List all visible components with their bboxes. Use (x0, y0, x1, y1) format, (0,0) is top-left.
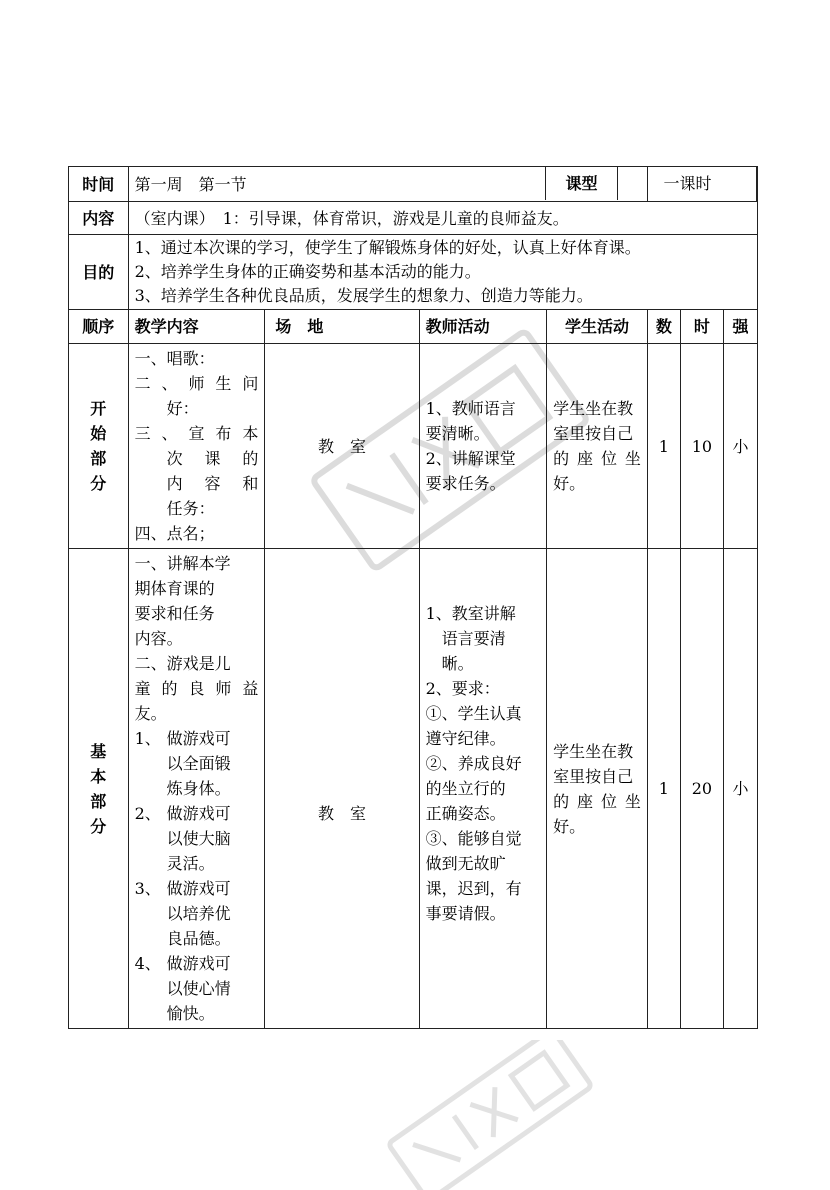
section-basic-count: 1 (647, 549, 680, 1029)
section-start-row (69, 344, 758, 549)
content-list-item: 4、 做游戏可 以使心情 愉快。 (134, 954, 231, 1023)
goal-item: 2、培养学生身体的正确姿势和基本活动的能力。 (134, 262, 481, 281)
content-label: 内容 (69, 202, 129, 235)
col-content: 教学内容 (128, 310, 265, 344)
section-start-count: 1 (647, 344, 680, 549)
section-basic-content: 一、讲解本学 期体育课的 要求和任务 内容。 二、游戏是儿 童的良师益 友。 1、 做游戏可 以全面锻 炼身体。 2、 做游戏可 以使大脑 灵活。 3、 做游戏可 以培养优 良品德。 4、 做游戏可 以使心情 愉快。 (128, 549, 265, 1029)
section-start-time: 10 (680, 344, 723, 549)
section-start-teacher: 1、教师语言 要清晰。 2、讲解课堂 要求任务。 (419, 344, 547, 549)
col-teacher: 教师活动 (419, 310, 547, 344)
time-value: 第一周 第一节 (128, 167, 647, 202)
section-basic-venue: 教 室 (265, 549, 419, 1029)
content-row (69, 202, 758, 235)
section-basic-time: 20 (680, 549, 723, 1029)
col-time: 时 (680, 310, 723, 344)
section-start-label: 开 始 部 分 (69, 344, 129, 549)
section-basic-row (69, 549, 758, 1029)
content-list-item: 2、 做游戏可 以使大脑 灵活。 (134, 804, 231, 873)
lesson-plan-table (68, 166, 758, 1029)
time-label: 时间 (69, 167, 129, 202)
col-count: 数 (647, 310, 680, 344)
goal-row (69, 235, 758, 310)
col-order: 顺序 (69, 310, 129, 344)
goal-item: 1、通过本次课的学习，使学生了解锻炼身体的好处，认真上好体育课。 (134, 238, 641, 257)
col-intensity: 强 (723, 310, 757, 344)
section-basic-teacher: 1、教室讲解 语言要清 晰。 2、要求： ①、学生认真 遵守纪律。 ②、养成良好 的坐立行的 正确姿态。 ③、能够自觉 做到无故旷 课，迟到，有 事要请假。 (419, 549, 547, 1029)
section-start-student: 学生坐在教 室里按自己 的座位坐 好。 (547, 344, 648, 549)
goal-label: 目的 (69, 235, 129, 310)
section-basic-intensity: 小 (723, 549, 757, 1029)
type-value: 一课时 (663, 174, 712, 193)
section-start-venue: 教 室 (265, 344, 419, 549)
goal-list (128, 235, 757, 310)
section-basic-student: 学生坐在教 室里按自己 的座位坐 好。 (547, 549, 648, 1029)
content-list-item: 3、 做游戏可 以培养优 良品德。 (134, 879, 231, 948)
section-basic-label: 基 本 部 分 (69, 549, 129, 1029)
col-student: 学生活动 (547, 310, 648, 344)
col-venue: 场 地 (265, 310, 419, 344)
section-start-intensity: 小 (723, 344, 757, 549)
section-start-content: 一、唱歌： 二、师生问 好： 三、宣布本 次课的 内容和 任务： 四、点名； (128, 344, 265, 549)
content-list-item: 1、 做游戏可 以全面锻 炼身体。 (134, 729, 231, 798)
column-header-row (69, 310, 758, 344)
content-value: （室内课） 1：引导课，体育常识，游戏是儿童的良师益友。 (128, 202, 757, 235)
type-label: 课型 (545, 167, 618, 200)
watermark-logo-bottom (330, 1040, 650, 1190)
goal-item: 3、培养学生各种优良品质，发展学生的想象力、创造力等能力。 (134, 286, 593, 305)
